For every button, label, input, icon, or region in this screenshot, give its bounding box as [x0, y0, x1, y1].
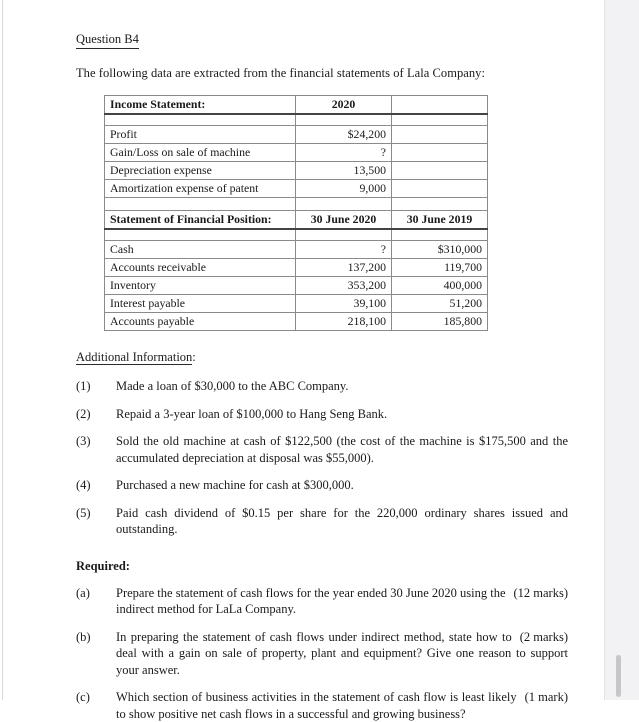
row-value-col-b: [392, 161, 488, 179]
list-item: [76, 406, 568, 423]
required-item-marker: (b): [76, 629, 91, 644]
list-item-marker: (5): [76, 505, 91, 520]
required-item-marks: (1 mark): [524, 690, 568, 705]
table-spacer-row: [105, 229, 488, 240]
table-header-income-statement: [105, 95, 488, 114]
spacer-cell: [392, 114, 488, 125]
row-value-col-a: ?: [296, 143, 392, 161]
required-item-marks: (12 marks): [513, 585, 568, 600]
list-item-marker: (4): [76, 478, 91, 493]
required-item-body: Which section of business activities in the statement of cash flow is least likely to show positive net cash flows in a successful and growing business?: [116, 690, 517, 721]
list-item-marker: (3): [76, 434, 91, 449]
gap-cell: [392, 197, 488, 210]
header-cell-col-a: 30 June 2020: [296, 210, 392, 229]
required-item-body: In preparing the statement of cash flows under indirect method, state how to deal with a gain on sale of property, plant and equipment? Give one reason to support your answer.: [116, 629, 568, 677]
header-cell-label: Income Statement:: [105, 95, 296, 114]
gap-cell: [296, 197, 392, 210]
required-heading: Required:: [76, 558, 130, 573]
spacer-cell: [105, 229, 296, 240]
list-item-text: Paid cash dividend of $0.15 per share for the 220,000 ordinary shares issued and outstanding.: [116, 505, 568, 537]
row-label: Depreciation expense: [105, 161, 296, 179]
required-item: [76, 585, 568, 618]
list-item-text: Purchased a new machine for cash at $300,000.: [116, 478, 354, 493]
list-item-marker: (2): [76, 406, 91, 421]
row-value-col-b: 119,700: [392, 258, 488, 276]
table-row: [105, 143, 488, 161]
row-value-col-b: 185,800: [392, 312, 488, 330]
additional-information-heading-colon: :: [192, 349, 196, 364]
row-label: Gain/Loss on sale of machine: [105, 143, 296, 161]
required-item: [76, 689, 568, 722]
required-item: [76, 629, 568, 679]
row-value-col-a: 353,200: [296, 276, 392, 294]
page-left-edge: [2, 0, 3, 700]
additional-information-heading: [76, 349, 568, 365]
row-value-col-b: [392, 179, 488, 197]
list-item-marker: (1): [76, 379, 91, 394]
table-gap-row: [105, 197, 488, 210]
gap-cell: [105, 197, 296, 210]
vertical-scrollbar-thumb[interactable]: [616, 655, 621, 697]
row-value-col-a: 9,000: [296, 179, 392, 197]
row-value-col-b: $310,000: [392, 240, 488, 258]
row-label: Profit: [105, 125, 296, 143]
table-row: [105, 258, 488, 276]
list-item-text: Made a loan of $30,000 to the ABC Company.: [116, 379, 349, 394]
table-spacer-row: [105, 114, 488, 125]
intro-paragraph: The following data are extracted from the financial statements of Lala Company:: [76, 65, 486, 80]
row-value-col-a: ?: [296, 240, 392, 258]
table-row: [105, 161, 488, 179]
right-gutter: [604, 0, 639, 700]
required-item-body: Prepare the statement of cash flows for the year ended 30 June 2020 using the indirect method for LaLa Company.: [116, 585, 506, 617]
row-value-col-a: 13,500: [296, 161, 392, 179]
list-item-text: Repaid a 3-year loan of $100,000 to Hang Seng Bank.: [116, 406, 388, 421]
row-label: Accounts payable: [105, 312, 296, 330]
header-cell-label: Statement of Financial Position:: [105, 210, 296, 229]
header-cell-col-b: [392, 95, 488, 114]
required-item-marker: (c): [76, 690, 90, 705]
financial-data-table: [104, 95, 488, 331]
required-item-text: [116, 629, 568, 679]
list-item: [76, 378, 568, 395]
row-value-col-b: [392, 143, 488, 161]
table-row: [105, 125, 488, 143]
spacer-cell: [296, 229, 392, 240]
spacer-cell: [392, 229, 488, 240]
list-item: [76, 505, 568, 538]
table-row: [105, 179, 488, 197]
row-label: Inventory: [105, 276, 296, 294]
table-row: [105, 294, 488, 312]
required-item-text: [116, 585, 568, 618]
row-label: Interest payable: [105, 294, 296, 312]
spacer-cell: [105, 114, 296, 125]
row-value-col-a: 218,100: [296, 312, 392, 330]
page-title: Question B4: [76, 32, 139, 49]
header-cell-col-b: 30 June 2019: [392, 210, 488, 229]
row-value-col-a: 39,100: [296, 294, 392, 312]
table-row: [105, 240, 488, 258]
required-item-marks: (2 marks): [519, 629, 568, 644]
row-value-col-b: 400,000: [392, 276, 488, 294]
row-label: Cash: [105, 240, 296, 258]
additional-information-heading-text: Additional Information: [76, 349, 193, 364]
row-value-col-b: [392, 125, 488, 143]
spacer-cell: [296, 114, 392, 125]
row-label: Accounts receivable: [105, 258, 296, 276]
row-value-col-a: 137,200: [296, 258, 392, 276]
list-item-text: Sold the old machine at cash of $122,500 (the cost of the machine is $175,500 and the accumulated depreciation at disposal was $55,000).: [116, 434, 568, 465]
list-item: [76, 433, 568, 466]
list-item: [76, 477, 568, 494]
table-row: [105, 312, 488, 330]
table-row: [105, 276, 488, 294]
required-item-text: [116, 689, 568, 722]
row-value-col-a: $24,200: [296, 125, 392, 143]
table-header-financial-position: [105, 210, 488, 229]
header-cell-col-a: 2020: [296, 95, 392, 114]
row-value-col-b: 51,200: [392, 294, 488, 312]
document-content: [76, 0, 568, 722]
required-item-marker: (a): [76, 585, 90, 600]
row-label: Amortization expense of patent: [105, 179, 296, 197]
